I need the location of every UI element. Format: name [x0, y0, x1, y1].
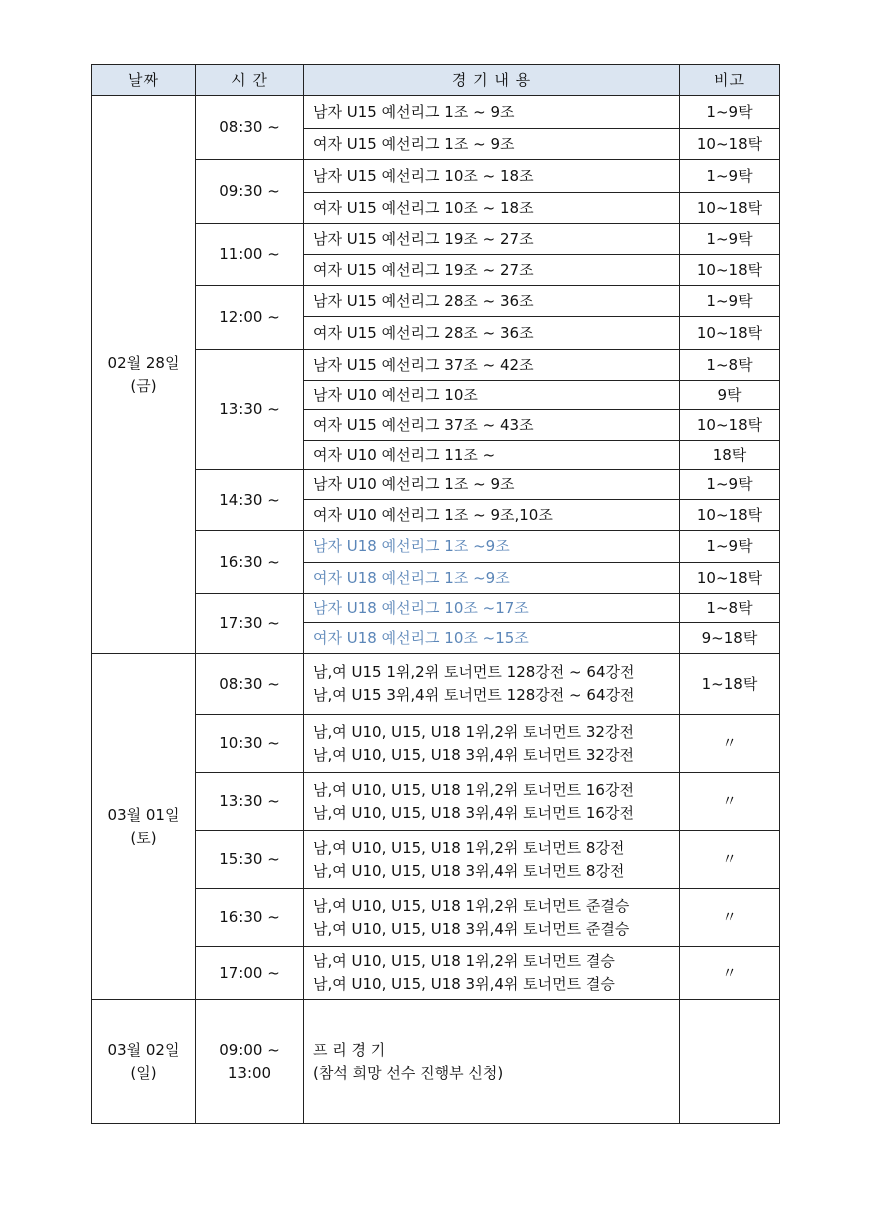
match-line-2: 남,여 U10, U15, U18 3위,4위 토너먼트 결승	[313, 975, 615, 993]
table-row	[92, 715, 780, 773]
time-start: 09:00 ~	[219, 1040, 280, 1059]
header-row	[92, 65, 780, 96]
match-line-2: (참석 희망 선수 진행부 신청)	[313, 1063, 504, 1082]
day-date: 02월 28일	[107, 353, 180, 372]
time-cell: 17:00 ~	[196, 947, 304, 1000]
match-line-1: 남,여 U10, U15, U18 1위,2위 토너먼트 32강전	[313, 722, 634, 741]
match-line-1: 남,여 U10, U15, U18 1위,2위 토너먼트 준결승	[313, 896, 630, 915]
match-content: 여자 U10 예선리그 1조 ~ 9조,10조	[304, 500, 680, 531]
match-content: 남자 U15 예선리그 37조 ~ 42조	[304, 350, 680, 381]
table-row	[92, 470, 780, 500]
time-cell: 13:30 ~	[196, 773, 304, 831]
match-line-1: 남,여 U10, U15, U18 1위,2위 토너먼트 16강전	[313, 780, 634, 799]
table-note: 〃	[680, 715, 780, 773]
table-note: 10~18탁	[680, 317, 780, 350]
table-note: 1~8탁	[680, 594, 780, 623]
match-line-2: 남,여 U15 3위,4위 토너먼트 128강전 ~ 64강전	[313, 686, 635, 704]
table-note: 10~18탁	[680, 193, 780, 224]
time-cell: 10:30 ~	[196, 715, 304, 773]
table-row	[92, 224, 780, 255]
day-weekday: (금)	[130, 376, 157, 395]
day-cell	[92, 96, 196, 654]
table-note: 1~8탁	[680, 350, 780, 381]
match-content: 남자 U15 예선리그 19조 ~ 27조	[304, 224, 680, 255]
day-date: 03월 02일	[107, 1040, 180, 1059]
table-row	[92, 96, 780, 129]
table-row	[92, 531, 780, 563]
match-line-2: 남,여 U10, U15, U18 3위,4위 토너먼트 32강전	[313, 745, 634, 764]
time-cell: 08:30 ~	[196, 96, 304, 160]
match-content: 여자 U15 예선리그 28조 ~ 36조	[304, 317, 680, 350]
table-note: 1~18탁	[680, 654, 780, 715]
match-content	[304, 1000, 680, 1124]
time-cell: 16:30 ~	[196, 889, 304, 947]
table-note: 10~18탁	[680, 129, 780, 160]
match-content	[304, 889, 680, 947]
table-note: 10~18탁	[680, 410, 780, 441]
time-cell: 17:30 ~	[196, 594, 304, 654]
match-content: 여자 U15 예선리그 1조 ~ 9조	[304, 129, 680, 160]
table-row	[92, 831, 780, 889]
table-row	[92, 286, 780, 317]
table-note: 〃	[680, 947, 780, 1000]
table-note: 〃	[680, 831, 780, 889]
match-content: 여자 U15 예선리그 10조 ~ 18조	[304, 193, 680, 224]
table-note: 〃	[680, 773, 780, 831]
match-line-2: 남,여 U10, U15, U18 3위,4위 토너먼트 준결승	[313, 919, 630, 938]
match-content: 여자 U10 예선리그 11조 ~	[304, 441, 680, 470]
table-note: 〃	[680, 889, 780, 947]
table-row	[92, 1000, 780, 1124]
day-date: 03월 01일	[107, 805, 180, 824]
time-end: 13:00	[227, 1063, 272, 1082]
table-note: 1~9탁	[680, 96, 780, 129]
time-cell: 09:30 ~	[196, 160, 304, 224]
time-cell: 12:00 ~	[196, 286, 304, 350]
table-row	[92, 773, 780, 831]
table-row	[92, 350, 780, 381]
table-row	[92, 947, 780, 1000]
time-cell: 08:30 ~	[196, 654, 304, 715]
match-content	[304, 831, 680, 889]
table-note: 18탁	[680, 441, 780, 470]
match-line-1: 프 리 경 기	[313, 1040, 386, 1059]
match-content	[304, 947, 680, 1000]
match-line-1: 남,여 U10, U15, U18 1위,2위 토너먼트 8강전	[313, 838, 625, 857]
table-row	[92, 160, 780, 193]
match-content: 남자 U10 예선리그 1조 ~ 9조	[304, 470, 680, 500]
schedule-body	[92, 96, 780, 1124]
match-content: 남자 U18 예선리그 1조 ~9조	[304, 531, 680, 563]
table-row	[92, 594, 780, 623]
match-content: 남자 U15 예선리그 28조 ~ 36조	[304, 286, 680, 317]
table-note: 1~9탁	[680, 531, 780, 563]
day-weekday: (일)	[130, 1063, 157, 1082]
match-line-1: 남,여 U10, U15, U18 1위,2위 토너먼트 결승	[313, 952, 615, 970]
match-line-1: 남,여 U15 1위,2위 토너먼트 128강전 ~ 64강전	[313, 663, 635, 681]
match-content: 남자 U10 예선리그 10조	[304, 381, 680, 410]
match-content	[304, 654, 680, 715]
header-content: 경 기 내 용	[304, 65, 680, 96]
time-cell: 15:30 ~	[196, 831, 304, 889]
time-cell: 14:30 ~	[196, 470, 304, 531]
header-date: 날짜	[92, 65, 196, 96]
table-note: 10~18탁	[680, 563, 780, 594]
table-note: 9탁	[680, 381, 780, 410]
time-cell	[196, 1000, 304, 1124]
table-note: 10~18탁	[680, 255, 780, 286]
match-content: 여자 U18 예선리그 1조 ~9조	[304, 563, 680, 594]
match-content: 남자 U18 예선리그 10조 ~17조	[304, 594, 680, 623]
table-note: 1~9탁	[680, 470, 780, 500]
time-cell: 11:00 ~	[196, 224, 304, 286]
table-note: 10~18탁	[680, 500, 780, 531]
match-content: 남자 U15 예선리그 1조 ~ 9조	[304, 96, 680, 129]
match-content: 남자 U15 예선리그 10조 ~ 18조	[304, 160, 680, 193]
day-cell	[92, 1000, 196, 1124]
table-note	[680, 1000, 780, 1124]
match-content: 여자 U18 예선리그 10조 ~15조	[304, 623, 680, 654]
table-note: 1~9탁	[680, 160, 780, 193]
table-note: 1~9탁	[680, 224, 780, 255]
table-note: 9~18탁	[680, 623, 780, 654]
match-content: 여자 U15 예선리그 37조 ~ 43조	[304, 410, 680, 441]
table-note: 1~9탁	[680, 286, 780, 317]
match-line-2: 남,여 U10, U15, U18 3위,4위 토너먼트 16강전	[313, 803, 634, 822]
table-row	[92, 889, 780, 947]
header-note: 비고	[680, 65, 780, 96]
schedule-table	[91, 64, 780, 1124]
match-content	[304, 715, 680, 773]
match-content	[304, 773, 680, 831]
match-line-2: 남,여 U10, U15, U18 3위,4위 토너먼트 8강전	[313, 861, 625, 880]
time-cell: 16:30 ~	[196, 531, 304, 594]
time-cell: 13:30 ~	[196, 350, 304, 470]
header-time: 시 간	[196, 65, 304, 96]
day-cell	[92, 654, 196, 1000]
day-weekday: (토)	[130, 828, 157, 847]
match-content: 여자 U15 예선리그 19조 ~ 27조	[304, 255, 680, 286]
table-row	[92, 654, 780, 715]
